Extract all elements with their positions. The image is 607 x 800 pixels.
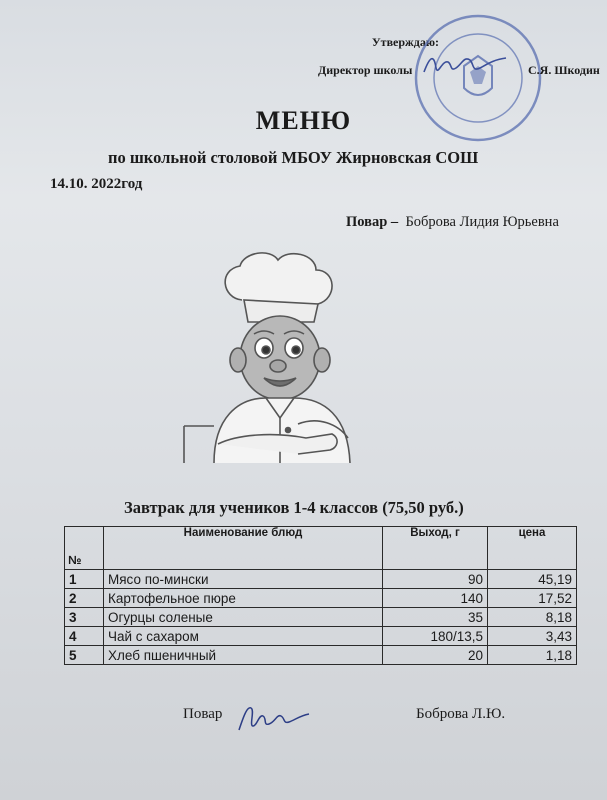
menu-date: 14.10. 2022год <box>50 176 143 192</box>
column-header-name: Наименование блюд <box>104 527 383 570</box>
row-num: 4 <box>65 627 104 646</box>
column-header-output: Выход, г <box>383 527 488 570</box>
dish-name: Огурцы соленые <box>104 608 383 627</box>
page-subtitle: по школьной столовой МБОУ Жирновская СОШ <box>108 148 479 167</box>
table-header-row <box>65 527 577 570</box>
director-signature <box>420 50 510 80</box>
table-row <box>65 646 577 665</box>
dish-name: Мясо по-мински <box>104 570 383 589</box>
table-row <box>65 589 577 608</box>
chef-illustration <box>178 248 378 463</box>
sign-label: Повар <box>183 706 223 722</box>
director-label: Директор школы <box>318 63 413 77</box>
sign-name: Боброва Л.Ю. <box>416 706 506 722</box>
dish-output: 35 <box>383 608 488 627</box>
table-row <box>65 608 577 627</box>
cook-signature <box>233 700 313 736</box>
row-num: 3 <box>65 608 104 627</box>
dish-name: Картофельное пюре <box>104 589 383 608</box>
table-row <box>65 570 577 589</box>
dish-output: 20 <box>383 646 488 665</box>
table-row <box>65 627 577 646</box>
row-num: 2 <box>65 589 104 608</box>
approval-label: Утверждаю: <box>371 35 439 49</box>
meal-title: Завтрак для учеников 1-4 классов (75,50 руб.) <box>124 498 464 517</box>
cook-line <box>346 214 559 231</box>
dish-name: Хлеб пшеничный <box>104 646 383 665</box>
dish-output: 140 <box>383 589 488 608</box>
dish-price: 17,52 <box>488 589 577 608</box>
cook-name: Боброва Лидия Юрьевна <box>405 214 559 230</box>
dish-price: 8,18 <box>488 608 577 627</box>
menu-table <box>64 526 577 665</box>
dish-price: 3,43 <box>488 627 577 646</box>
director-name: С.Я. Шкодин <box>528 63 600 77</box>
row-num: 5 <box>65 646 104 665</box>
dish-output: 180/13,5 <box>383 627 488 646</box>
row-num: 1 <box>65 570 104 589</box>
column-header-num: № <box>65 527 104 570</box>
page-title: МЕНЮ <box>255 106 352 135</box>
dish-name: Чай с сахаром <box>104 627 383 646</box>
cook-label: Повар – <box>346 214 399 230</box>
dish-output: 90 <box>383 570 488 589</box>
column-header-price: цена <box>488 527 577 570</box>
dish-price: 1,18 <box>488 646 577 665</box>
dish-price: 45,19 <box>488 570 577 589</box>
